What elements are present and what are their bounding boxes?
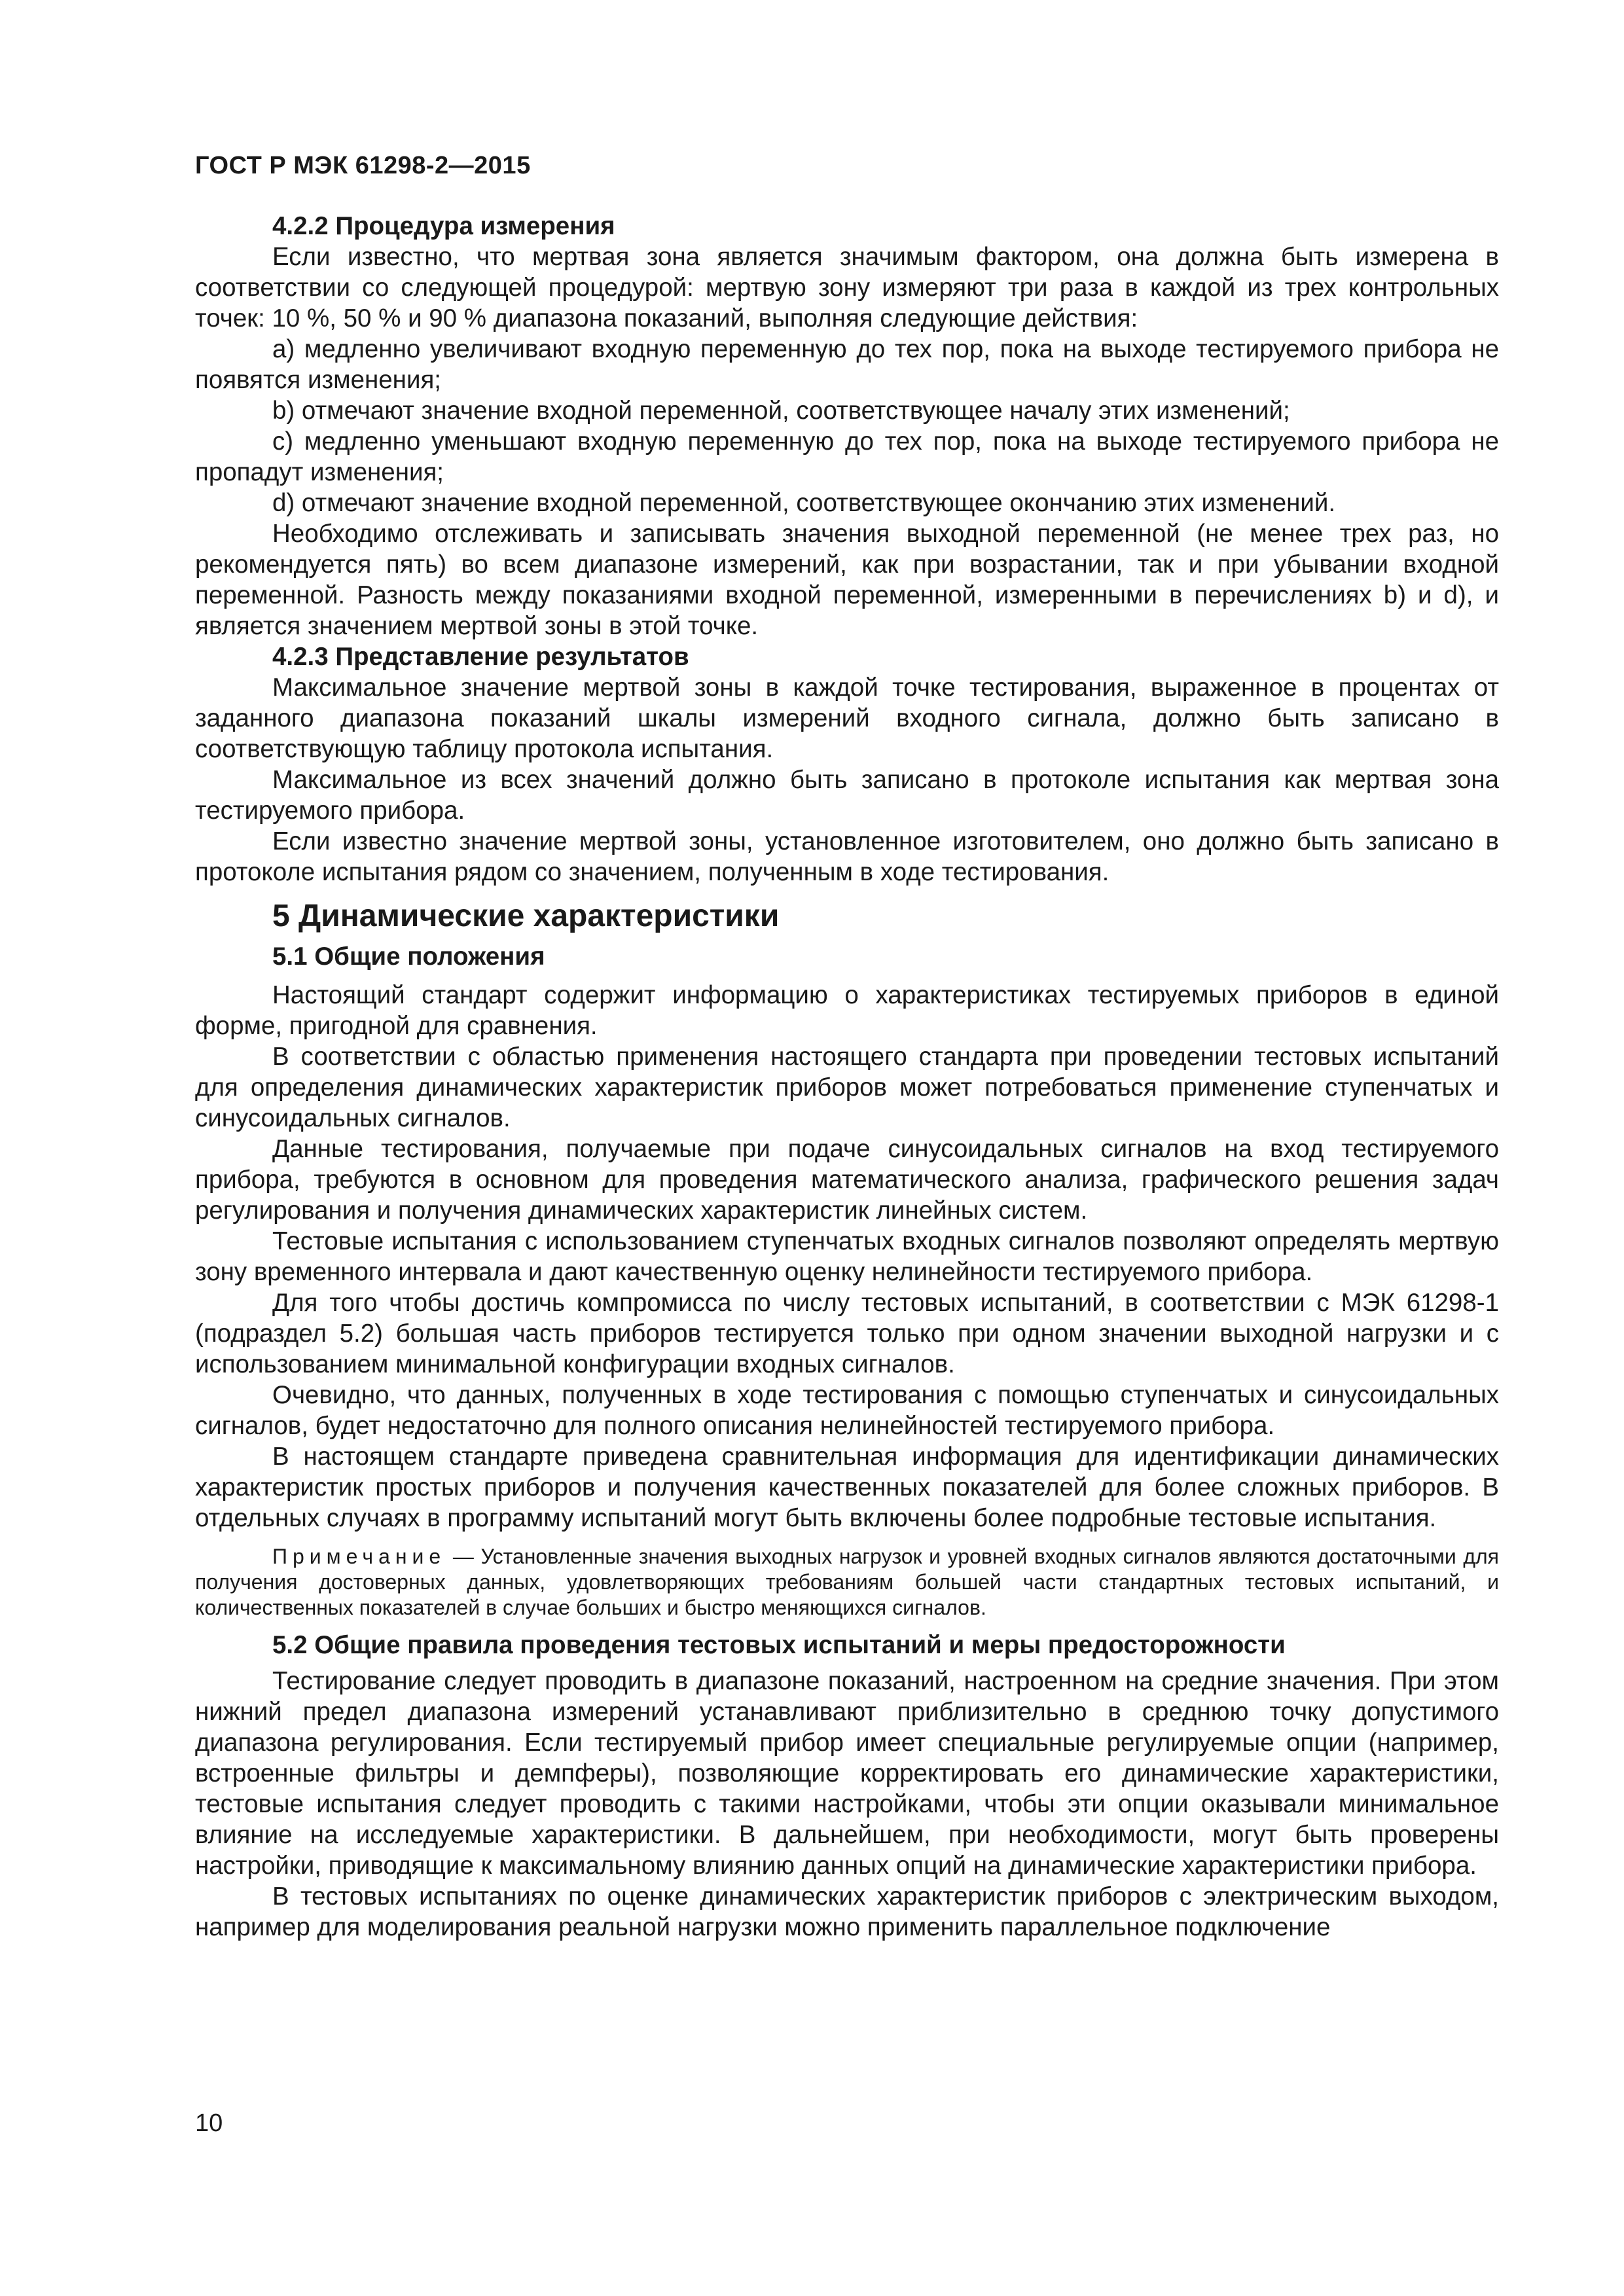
paragraph: Максимальное из всех значений должно быть записано в протоколе испытания как мертвая зона тестируемого прибора. — [195, 766, 1499, 825]
paragraph: Максимальное значение мертвой зоны в каждой точке тестирования, выраженное в процентах от заданного диапазона показаний шкалы измерений входного сигнала, должно быть записано в соответствующую таблицу протокола испытания. — [195, 673, 1499, 763]
section-5-heading: 5 Динамические характеристики — [272, 899, 780, 933]
list-item-c: c) медленно уменьшают входную переменную до тех пор, пока на выходе тестируемого прибора не пропадут изменения; — [195, 427, 1499, 486]
section-5-1-heading: 5.1 Общие положения — [272, 942, 545, 971]
paragraph: Если известно, что мертвая зона является значимым фактором, она должна быть измерена в соответствии со следующей процедурой: мертвую зону измеряют три раза в каждой из трех контрольных точек: 10 %, 50 % и 90 % диапазона показаний, выполняя следующие действия: — [195, 243, 1499, 332]
section-4-2-2-heading: 4.2.2 Процедура измерения — [272, 212, 615, 240]
list-item-b: b) отмечают значение входной переменной, соответствующее началу этих изменений; — [272, 397, 1290, 425]
list-item-a: a) медленно увеличивают входную переменную до тех пор, пока на выходе тестируемого прибора не появятся изменения; — [195, 335, 1499, 394]
note-label: Примечание — [272, 1545, 446, 1568]
paragraph: Данные тестирования, получаемые при подаче синусоидальных сигналов на вход тестируемого прибора, требуются в основном для проведения математического анализа, графического решения задач регулирования и получения динамических характеристик линейных систем. — [195, 1135, 1499, 1225]
paragraph: Для того чтобы достичь компромисса по числу тестовых испытаний, в соответствии с МЭК 61298-1 (подраздел 5.2) большая часть приборов тестируется только при одном значении выходной нагрузки и с использованием минимальной конфигурации входных сигналов. — [195, 1289, 1499, 1378]
paragraph: В тестовых испытаниях по оценке динамических характеристик приборов с электрическим выходом, например для моделирования реальной нагрузки можно применить параллельное подключение — [195, 1882, 1499, 1941]
paragraph: Настоящий стандарт содержит информацию о характеристиках тестируемых приборов в единой форме, пригодной для сравнения. — [195, 981, 1499, 1040]
note-text: — Установленные значения выходных нагрузок и уровней входных сигналов являются достаточными для получения достоверных данных, удовлетворяющих требованиям большей части стандартных тестовых испытаний, и количественных показателей в случае больших и быстро меняющихся сигналов. — [195, 1545, 1499, 1619]
paragraph: Тестирование следует проводить в диапазоне показаний, настроенном на средние значения. При этом нижний предел диапазона измерений устанавливают приблизительно в среднюю точку допустимого диапазона регулирования. Если тестируемый прибор имеет специальные регулируемые опции (например, встроенные фильтры и демпферы), позволяющие корректировать его динамические характеристики, тестовые испытания следует проводить с такими настройками, чтобы эти опции оказывали минимальное влияние на исследуемые характеристики. В дальнейшем, при необходимости, могут быть проверены настройки, приводящие к максимальному влиянию данных опций на динамические характеристики прибора. — [195, 1667, 1499, 1880]
paragraph: В настоящем стандарте приведена сравнительная информация для идентификации динамических характеристик простых приборов и получения качественных показателей для более сложных приборов. В отдельных случаях в программу испытаний могут быть включены более подробные тестовые испытания. — [195, 1443, 1499, 1532]
page-number: 10 — [195, 2109, 223, 2137]
document-body — [195, 211, 1499, 1943]
section-4-2-3-heading: 4.2.3 Представление результатов — [272, 643, 689, 671]
document-header: ГОСТ Р МЭК 61298-2—2015 — [195, 152, 531, 179]
paragraph: Необходимо отслеживать и записывать значения выходной переменной (не менее трех раз, но рекомендуется пять) во всем диапазоне измерений, как при возрастании, так и при убывании входной переменной. Разность между показаниями входной переменной, измеренными в перечислениях b) и d), и является значением мертвой зоны в этой точке. — [195, 520, 1499, 640]
paragraph: Тестовые испытания с использованием ступенчатых входных сигналов позволяют определять мертвую зону временного интервала и дают качественную оценку нелинейности тестируемого прибора. — [195, 1227, 1499, 1286]
list-item-d: d) отмечают значение входной переменной, соответствующее окончанию этих изменений. — [272, 489, 1336, 517]
paragraph: В соответствии с областью применения настоящего стандарта при проведении тестовых испытаний для определения динамических характеристик приборов может потребоваться применение ступенчатых и синусоидальных сигналов. — [195, 1043, 1499, 1132]
note — [195, 1544, 1499, 1621]
paragraph: Если известно значение мертвой зоны, установленное изготовителем, оно должно быть записано в протоколе испытания рядом со значением, полученным в ходе тестирования. — [195, 827, 1499, 886]
paragraph: Очевидно, что данных, полученных в ходе тестирования с помощью ступенчатых и синусоидальных сигналов, будет недостаточно для полного описания нелинейностей тестируемого прибора. — [195, 1381, 1499, 1440]
section-5-2-heading: 5.2 Общие правила проведения тестовых испытаний и меры предосторожности — [272, 1631, 1286, 1659]
